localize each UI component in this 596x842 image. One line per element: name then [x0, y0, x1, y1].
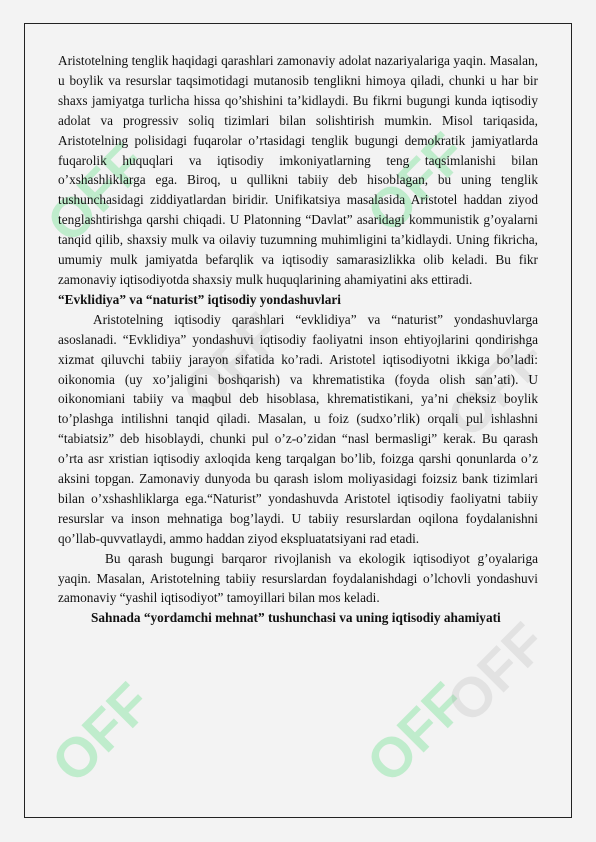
paragraph: Aristotelning iqtisodiy qarashlari “evklidiya” va “naturist” yondashuvlarga asoslanadi. “Evklidiya” yondashuvi iqtisodiy faoliyatni inson ehtiyojlarini qondirishga xizmat qiluvchi tabiiy jarayon sifatida ko’radi. Aristotel iqtisodiyotni ikkiga bo’ladi: oikonomia (uy xo’jaligini boshqarish) va khrematistika (foyda olish san’ati). U oikonomiani tabiiy va maqbul deb hisoblasa, khrematistikani, ya’ni cheksiz boylik to’plashga intilishni tanqid qiladi. Masalan, u foiz (sudxo’rlik) orqali pul ishlashni “tabiatsiz” deb hisoblaydi, chunki pul o’z-o’zidan “nasl bermasligi” kerak. Bu qarash o’rta asr xristian iqtisodiy axloqida keng tarqalgan bo’lib, foizga qarshi qonunlarda o’z aksini topgan. Zamonaviy dunyoda bu qarash islom moliyasidagi foizsiz bank tizimlari bilan o’xshashliklarga ega.“Naturist” yondashuvda Aristotel iqtisodiy faoliyatni tabiiy resurslar va inson mehnatiga bog’laydi. U tabiiy resurslardan oqilona foydalanishni qo’llab-quvvatlaydi, ammo haddan ziyod ekspluatatsiyani rad etadi.: [58, 311, 538, 546]
watermark: OFF: [434, 610, 558, 735]
watermark: OFF: [39, 670, 163, 795]
watermark: OFF: [434, 325, 558, 450]
document-body: [58, 51, 538, 628]
paragraph: Bu qarash bugungi barqaror rivojlanish va ekologik iqtisodiyot g’oyalariga yaqin. Masalan, Aristotelning tabiiy resurslardan foydalanishdagi o’lchovli yondashuvi zamonaviy “yashil iqtisodiyot” tamoyillari bilan mos keladi.: [58, 550, 538, 606]
watermark: OFF: [34, 130, 158, 255]
paragraph: Aristotelning tenglik haqidagi qarashlari zamonaviy adolat nazariyalariga yaqin. Masalan, u boylik va resurslar taqsimotidagi mutanosib tenglikni himoya qiladi, chunki u har bir shaxs jamiyatga turlicha hissa qo’shishini ta’kidlaydi. Bu fikrni bugungi kunda iqtisodiy adolat va progressiv soliq tizimlari bilan solishtirish mumkin. Misol tariqasida, Aristotelning polisidagi fuqarolar o’rtasidagi tenglik bugungi demokratik jamiyatlarda fuqarolik huquqlari va iqtisodiy imkoniyatlarning teng taqsimlanishi bilan o’xshashliklarga ega. Biroq, u qullikni tabiiy deb hisoblagan, bu uning tenglik tushunchasidagi ziddiyatlardan biridir. Unifikatsiya masalasida Aristotel haddan ziyod tenglashtirishga qarshi chiqadi. U Platonning “Davlat” asaridagi kommunistik g’oyalarni tanqid qilib, shaxsiy mulk va oilaviy tuzumning muhimligini ta’kidlaydi. Uning fikricha, umumiy mulk jamiyatda befarqlik va iqtisodiy samarasizlikka olib keladi. Bu fikr zamonaviy iqtisodiyotda shaxsiy mulk huquqlarining ahamiyatini aks ettiradi.: [58, 53, 538, 287]
watermark: OFF: [354, 670, 478, 795]
watermark: OFF: [169, 300, 293, 425]
watermark: OFF: [354, 120, 478, 245]
section-heading: Sahnada “yordamchi mehnat” tushunchasi va uning iqtisodiy ahamiyati: [91, 610, 501, 626]
section-heading: “Evklidiya” va “naturist” iqtisodiy yondashuvlari: [58, 291, 342, 307]
